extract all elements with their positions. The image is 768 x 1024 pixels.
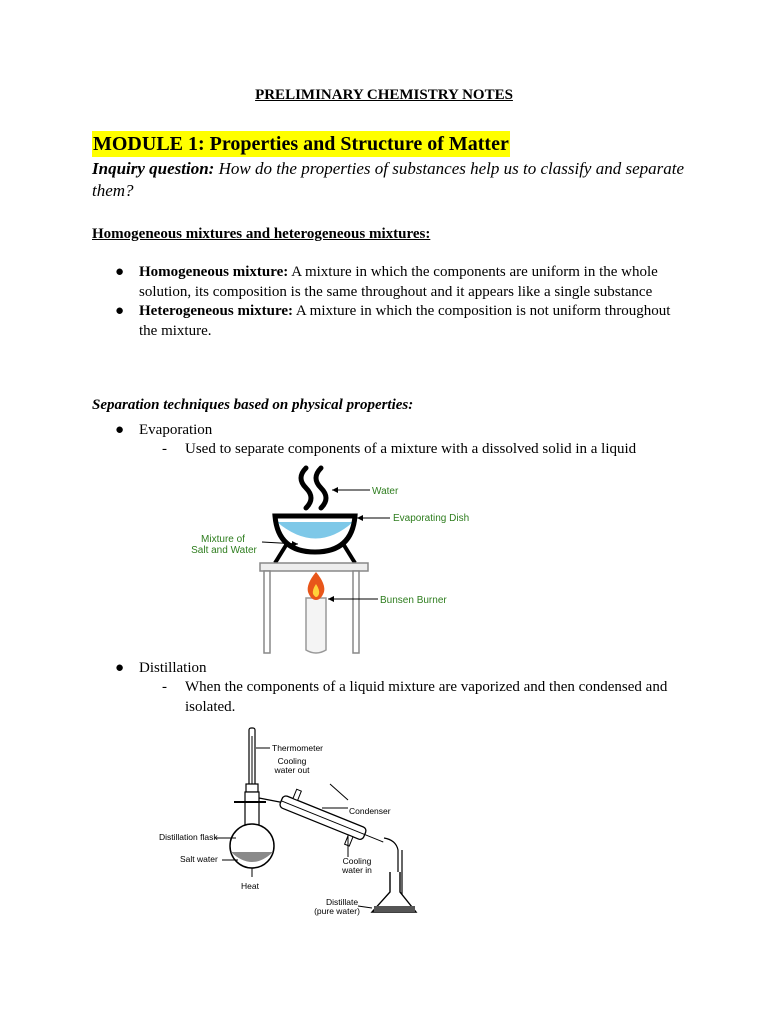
leader-line — [330, 784, 348, 800]
techniques-heading: Separation techniques based on physical properties: — [92, 397, 414, 413]
arrowhead — [332, 487, 338, 493]
technique-description: Used to separate components of a mixture with a dissolved solid in a liquid — [185, 441, 637, 457]
bullet-marker: ● — [115, 422, 125, 438]
salt-water-liquid — [277, 522, 353, 539]
label-distillate-2: (pure water) — [314, 906, 360, 916]
evaporation-diagram — [180, 460, 480, 660]
document-title: PRELIMINARY CHEMISTRY NOTES — [255, 87, 513, 103]
tripod-leg — [342, 542, 355, 563]
definition-term: Heterogeneous mixture: — [139, 303, 293, 319]
inquiry-text: How do the properties of substances help us to classify and separate them? — [92, 159, 685, 200]
dash-marker: - — [162, 679, 167, 695]
label-heat: Heat — [241, 881, 259, 891]
definition-term: Homogeneous mixture: — [139, 264, 289, 280]
label-cooling-out-2: water out — [274, 765, 310, 775]
bullet-marker: ● — [115, 264, 125, 280]
technique-description: When the components of a liquid mixture are vaporized and then condensed and isolated. — [185, 679, 668, 715]
bunsen-burner-icon — [306, 598, 326, 653]
distillation-diagram — [150, 722, 440, 922]
label-cooling-in-2: water in — [342, 865, 372, 875]
stand-leg — [264, 571, 270, 653]
steam-icon — [301, 468, 311, 508]
label-distillate-1: Distillate — [325, 897, 359, 907]
label-cooling-in-1: Cooling — [342, 856, 372, 866]
technique-description-distillation — [162, 678, 682, 717]
section-heading-mixtures: Homogeneous mixtures and heterogeneous mixtures: — [92, 226, 431, 242]
label-cooling-out-1: Cooling — [277, 756, 307, 766]
bullet-marker: ● — [115, 660, 125, 676]
distillate-liquid — [374, 906, 415, 912]
definitions-list — [115, 263, 675, 341]
arrowhead — [357, 515, 363, 521]
leader-line — [358, 906, 372, 908]
inquiry-label: Inquiry question: — [92, 159, 215, 178]
definition-text: A mixture in which the composition is not uniform throughout the mixture. — [139, 303, 671, 339]
arrowhead — [328, 596, 334, 602]
inquiry-question — [92, 158, 692, 202]
flask-neck — [245, 792, 259, 828]
label-mixture-line1: Mixture of — [201, 534, 245, 545]
definition-heterogeneous — [115, 302, 675, 341]
bullet-marker: ● — [115, 303, 125, 319]
label-distillation-flask: Distillation flask — [159, 832, 218, 842]
tripod-leg — [275, 542, 288, 563]
label-thermometer: Thermometer — [272, 743, 324, 753]
technique-name: Evaporation — [139, 422, 213, 438]
condenser-icon — [275, 786, 389, 858]
stand-leg — [353, 571, 359, 653]
label-bunsen-burner: Bunsen Burner — [380, 595, 447, 606]
label-salt-water: Salt water — [180, 854, 218, 864]
definition-homogeneous — [115, 263, 675, 302]
label-evaporating-dish: Evaporating Dish — [393, 513, 470, 524]
stand-top — [260, 563, 368, 571]
technique-description-evaporation — [162, 440, 682, 460]
module-title: MODULE 1: Properties and Structure of Matter — [93, 133, 509, 155]
label-mixture-line2: Salt and Water — [191, 545, 257, 556]
label-water: Water — [372, 486, 399, 497]
technique-name: Distillation — [139, 660, 207, 676]
definition-text: A mixture in which the components are uniform in the whole solution, its composition is the same throughout and it appears like a single substance — [139, 264, 658, 300]
stopper-icon — [246, 784, 258, 792]
label-condenser: Condenser — [349, 806, 391, 816]
dash-marker: - — [162, 441, 167, 457]
steam-icon — [316, 468, 326, 508]
